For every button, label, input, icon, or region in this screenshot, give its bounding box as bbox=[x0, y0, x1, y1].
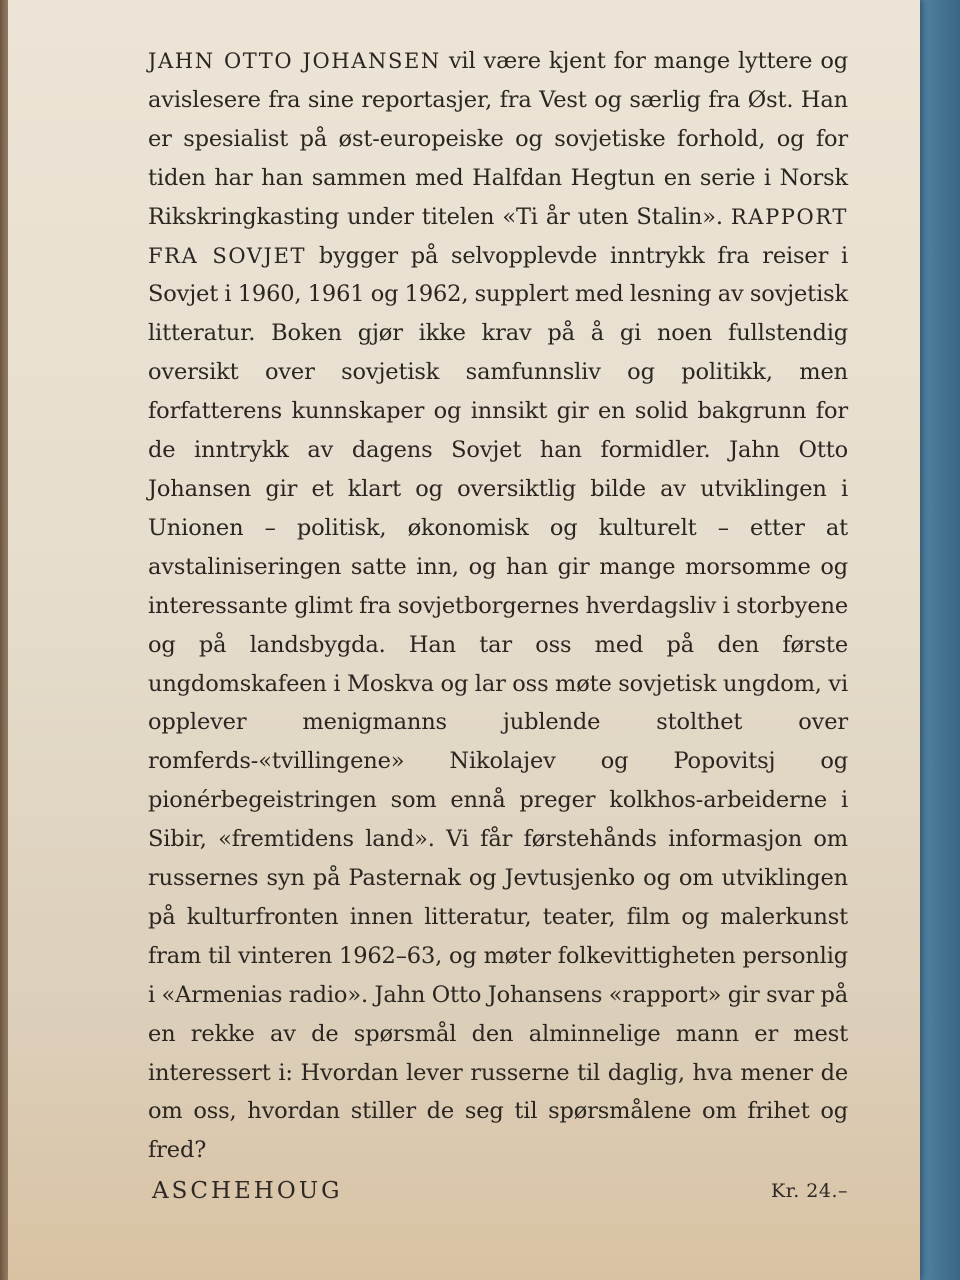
publisher-name: ASCHEHOUG bbox=[152, 1178, 343, 1204]
blurb-text-part-2: bygger på selvopplevde inntrykk fra reiser i Sovjet i 1960, 1961 og 1962, supplert med lesning av sovjetisk litteratur. Boken gjør ikke krav på å gi noen fullstendig oversikt over sovjetisk samfunnsliv og politikk, men forfatterens kunnskaper og innsikt gir en solid bakgrunn for de inntrykk av dagens Sovjet han formidler. Jahn Otto Johansen gir et klart og oversiktlig bilde av utviklingen i Unionen – politisk, økonomisk og kulturelt – etter at avstaliniseringen satte inn, og han gir mange morsomme og interessante glimt fra sovjetborgernes hverdagsliv i storbyene og på landsbygda. Han tar oss med på den første ungdomskafeen i Moskva og lar oss møte sovjetisk ungdom, vi opplever menigmanns jublende stolthet over romferds-«tvillingene» Nikolajev og Popovitsj og pionérbegeistringen som ennå preger kolkhos-arbeiderne i Sibir, «fremtidens land». Vi får førstehånds informasjon om russernes syn på Pasternak og Jevtusjenko og om utviklingen på kulturfronten innen litteratur, teater, film og malerkunst fram til vinteren 1962–63, og møter folkevittigheten personlig i «Armenias radio». Jahn Otto Johansens «rapport» gir svar på en rekke av de spørsmål den alminnelige mann er mest interessert i: Hvordan lever russerne til daglig, hva mener de om oss, hvordan stiller de seg til spørsmålene om frihet og fred? bbox=[148, 242, 848, 1164]
book-back-cover bbox=[8, 0, 920, 1280]
book-title: RAPPORT FRA SOVJET bbox=[148, 204, 848, 268]
cover-footer bbox=[148, 1178, 848, 1218]
blurb-text-part-1: vil være kjent for mange lyttere og avislesere fra sine reportasjer, fra Vest og særlig fra Øst. Han er spesialist på øst-europeiske og sovjetiske forhold, og for tiden har han sammen med Halfdan Hegtun en serie i Norsk Rikskringkasting under titelen «Ti år uten Stalin». bbox=[148, 48, 848, 230]
price-label: Kr. 24.– bbox=[771, 1180, 848, 1202]
blurb-paragraph bbox=[148, 42, 848, 1170]
author-name: JAHN OTTO JOHANSEN bbox=[148, 49, 441, 73]
